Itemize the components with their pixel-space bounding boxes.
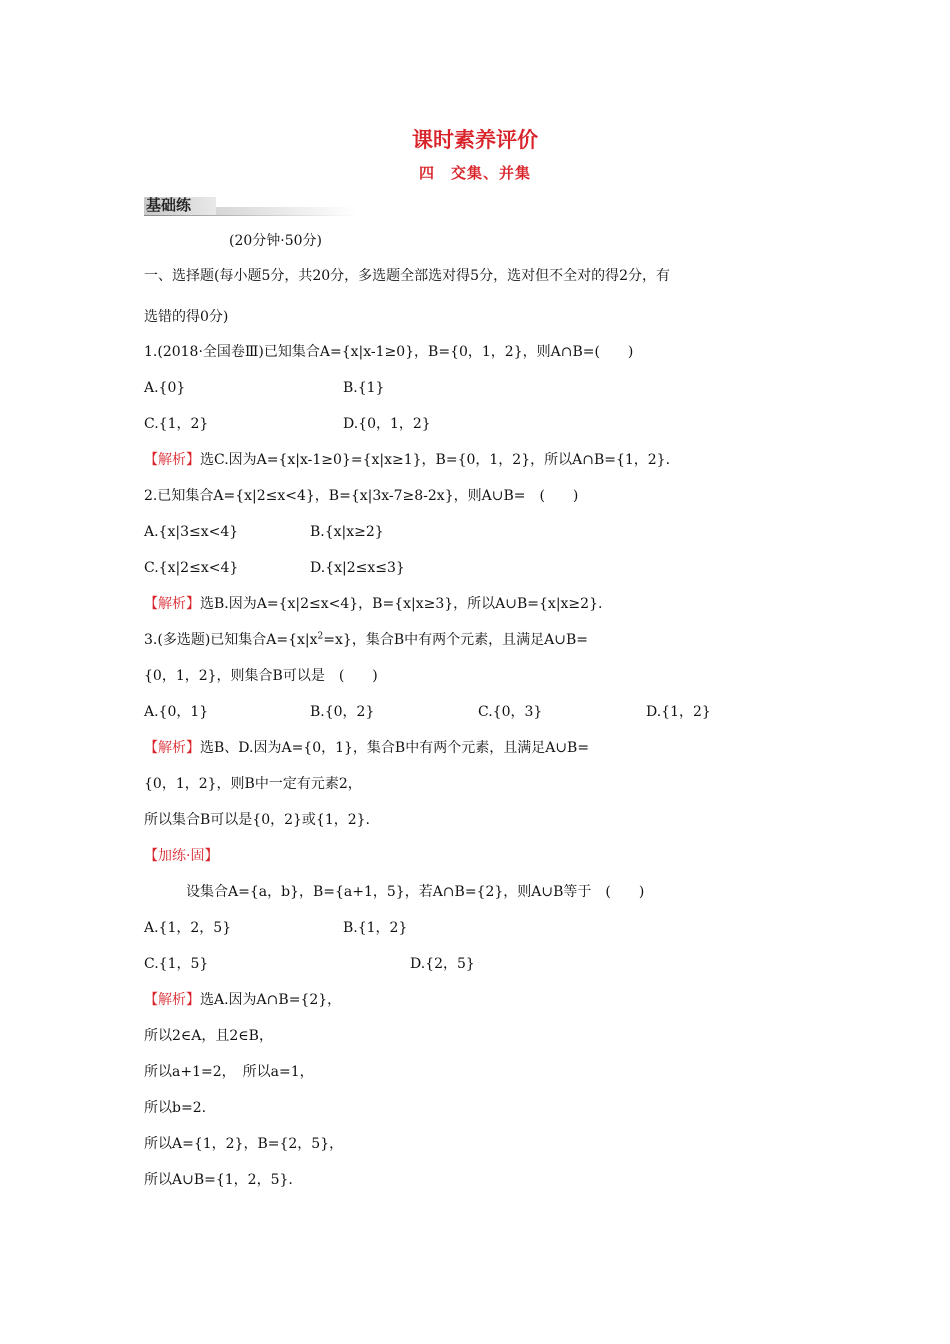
q3-option-c: C.{0，3} xyxy=(478,704,543,720)
jiexi-tag: 【解析】 xyxy=(144,740,200,756)
q3-option-a: A.{0，1} xyxy=(144,704,209,720)
section-tag-rule xyxy=(144,215,358,216)
bonus-option-d: D.{2，5} xyxy=(410,956,475,972)
q1-option-d: D.{0，1，2} xyxy=(343,416,431,432)
q2-option-b: B.{x|x≥2} xyxy=(310,524,384,540)
q2-stem: 2.已知集合A={x|2≤x<4}，B={x|3x-7≥8-2x}，则A∪B= ( ) xyxy=(144,488,579,504)
time-note: (20分钟·50分) xyxy=(229,233,323,249)
q3-option-d: D.{1，2} xyxy=(646,704,711,720)
bonus-option-a: A.{1，2，5} xyxy=(144,920,232,936)
q3-answer-line-1 xyxy=(144,738,589,758)
q3-option-b: B.{0，2} xyxy=(310,704,375,720)
bonus-answer-text-1: 选A.因为A∩B={2}， xyxy=(200,992,342,1008)
q3-stem-line-2: {0，1，2}，则集合B可以是 ( ) xyxy=(144,668,378,684)
jiexi-tag: 【解析】 xyxy=(144,452,200,468)
q1-answer xyxy=(144,450,670,470)
bonus-answer-line-6: 所以A∪B={1，2，5}. xyxy=(144,1172,293,1188)
q3-answer-line-2: {0，1，2}，则B中一定有元素2， xyxy=(144,776,362,792)
bonus-option-c: C.{1，5} xyxy=(144,956,209,972)
bonus-answer-line-4: 所以b=2. xyxy=(144,1100,207,1116)
q2-answer-text: 选B.因为A={x|2≤x<4}，B={x|x≥3}，所以A∪B={x|x≥2}. xyxy=(200,596,603,612)
q1-option-b: B.{1} xyxy=(343,380,385,396)
section-tag-label: 基础练 xyxy=(146,196,192,214)
q2-option-d: D.{x|2≤x≤3} xyxy=(310,560,405,576)
instructions-line-2: 选错的得0分) xyxy=(144,309,229,325)
q2-option-c: C.{x|2≤x<4} xyxy=(144,560,239,576)
instructions-line-1: 一、选择题(每小题5分，共20分，多选题全部选对得5分，选对但不全对的得2分，有 xyxy=(144,268,670,284)
q3-answer-text-1: 选B、D.因为A={0，1}，集合B中有两个元素，且满足A∪B= xyxy=(200,740,590,756)
bonus-stem: 设集合A={a，b}，B={a+1，5}，若A∩B={2}，则A∪B等于 ( ) xyxy=(186,884,645,900)
q3-stem-line-1 xyxy=(144,630,588,650)
q3-answer-line-3: 所以集合B可以是{0，2}或{1，2}. xyxy=(144,812,370,828)
bonus-tag: 【加练·固】 xyxy=(144,848,219,864)
q1-answer-text: 选C.因为A={x|x-1≥0}={x|x≥1}，B={0，1，2}，所以A∩B={1，2}. xyxy=(200,452,671,468)
q1-option-c: C.{1，2} xyxy=(144,416,209,432)
q3-stem-part-2: =x}，集合B中有两个元素，且满足A∪B= xyxy=(323,632,588,648)
jiexi-tag: 【解析】 xyxy=(144,596,200,612)
bonus-answer-line-1 xyxy=(144,990,341,1010)
q2-option-a: A.{x|3≤x<4} xyxy=(144,524,239,540)
bonus-option-b: B.{1，2} xyxy=(343,920,408,936)
bonus-answer-line-3: 所以a+1=2， 所以a=1， xyxy=(144,1064,314,1080)
section-tag-fade xyxy=(216,207,356,215)
page-title: 课时素养评价 xyxy=(412,128,538,152)
q2-answer xyxy=(144,594,602,614)
section-tag xyxy=(144,193,364,217)
q1-option-a: A.{0} xyxy=(144,380,186,396)
q3-stem-superscript: 2 xyxy=(317,631,324,642)
q3-stem-part-1: 3.(多选题)已知集合A={x|x xyxy=(144,632,318,648)
bonus-answer-line-5: 所以A={1，2}，B={2，5}， xyxy=(144,1136,344,1152)
bonus-answer-line-2: 所以2∈A，且2∈B， xyxy=(144,1028,273,1044)
page-subtitle: 四 交集、并集 xyxy=(418,164,531,182)
q1-stem: 1.(2018·全国卷Ⅲ)已知集合A={x|x-1≥0}，B={0，1，2}，则A∩B=( ) xyxy=(144,344,634,360)
jiexi-tag: 【解析】 xyxy=(144,992,200,1008)
